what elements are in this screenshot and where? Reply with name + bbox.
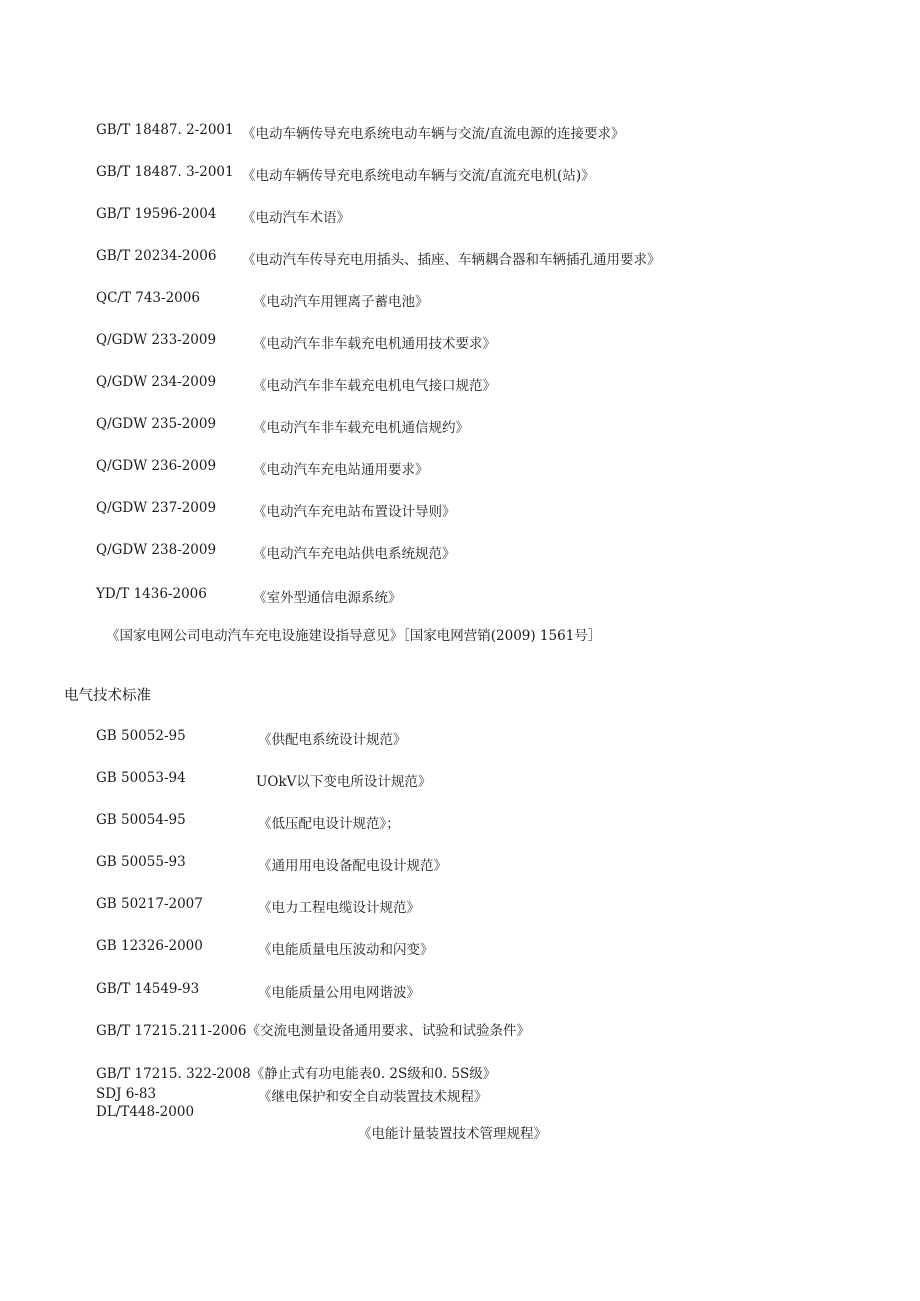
standard-code: YD/T 1436-2006 [96,586,207,602]
standard-code: GB/T 20234-2006 [96,248,217,264]
standard-code: GB/T 18487. 3-2001 [96,164,234,180]
standard-title: 《电动车辆传导充电系统电动车辆与交流/直流电源的连接要求》 [242,126,625,142]
standard-title: 《通用用电设备配电设计规范》 [258,858,447,874]
standard-code: GB 50217-2007 [96,896,203,912]
standard-title: 《电动汽车充电站供电系统规范》 [253,546,456,562]
standard-code: GB 12326-2000 [96,938,203,954]
standard-title: 《电动汽车充电站通用要求》 [253,462,429,478]
standard-code: GB/T 14549-93 [96,981,200,997]
section-heading: 电气技术标准 [64,688,151,704]
standard-code: Q/GDW 234-2009 [96,374,217,390]
standard-line: GB/T 17215. 322-2008《静止式有功电能表0. 2S级和0. 5S级》 [96,1066,497,1082]
standard-code: GB 50053-94 [96,770,186,786]
standard-code: Q/GDW 235-2009 [96,416,217,432]
standard-title: 《电能计量装置技术管理规程》 [358,1126,547,1142]
standard-code: GB/T 18487. 2-2001 [96,122,234,138]
standard-code: SDJ 6-83 [96,1086,157,1102]
standard-code: Q/GDW 238-2009 [96,542,217,558]
standard-title: 《室外型通信电源系统》 [253,590,402,606]
standard-title: 《电动汽车非车载充电机通用技术要求》 [253,336,496,352]
standard-code: QC/T 743-2006 [96,290,200,306]
standard-title: UOkV以下变电所设计规范》 [256,774,432,790]
standard-title: 《电动车辆传导充电系统电动车辆与交流/直流充电机(站)》 [242,168,595,184]
standard-line: GB/T 17215.211-2006《交流电测量设备通用要求、试验和试验条件》 [96,1023,530,1039]
standard-code: Q/GDW 233-2009 [96,332,217,348]
standard-title: 《供配电系统设计规范》 [258,732,407,748]
standard-title: 《电动汽车用锂离子蓄电池》 [253,294,429,310]
standard-title: 《电动汽车非车载充电机通信规约》 [253,420,469,436]
standard-title: 《电能质量电压波动和闪变》 [258,942,434,958]
standard-title: 《电动汽车术语》 [242,210,350,226]
standard-title: 《电动汽车非车载充电机电气接口规范》 [253,378,496,394]
standard-title: 《电动汽车充电站布置设计导则》 [253,504,456,520]
standard-code: GB 50055-93 [96,854,186,870]
standard-code: Q/GDW 236-2009 [96,458,217,474]
standard-title: 《电能质量公用电网谐波》 [258,985,420,1001]
guideline-note: 《国家电网公司电动汽车充电设施建设指导意见》［国家电网营销(2009) 1561号］ [106,628,602,644]
standard-title: 《低压配电设计规范》； [258,816,400,832]
standard-code: GB 50054-95 [96,812,186,828]
standard-title: 《电动汽车传导充电用插头、插座、车辆耦合器和车辆插孔通用要求》 [242,252,661,268]
standard-code: GB 50052-95 [96,728,186,744]
standard-title: 《电力工程电缆设计规范》 [258,900,420,916]
standard-code: GB/T 19596-2004 [96,206,217,222]
standard-code: Q/GDW 237-2009 [96,500,217,516]
standard-title: 《继电保护和安全自动装置技术规程》 [258,1089,488,1105]
standard-code: DL/T448-2000 [96,1104,195,1120]
